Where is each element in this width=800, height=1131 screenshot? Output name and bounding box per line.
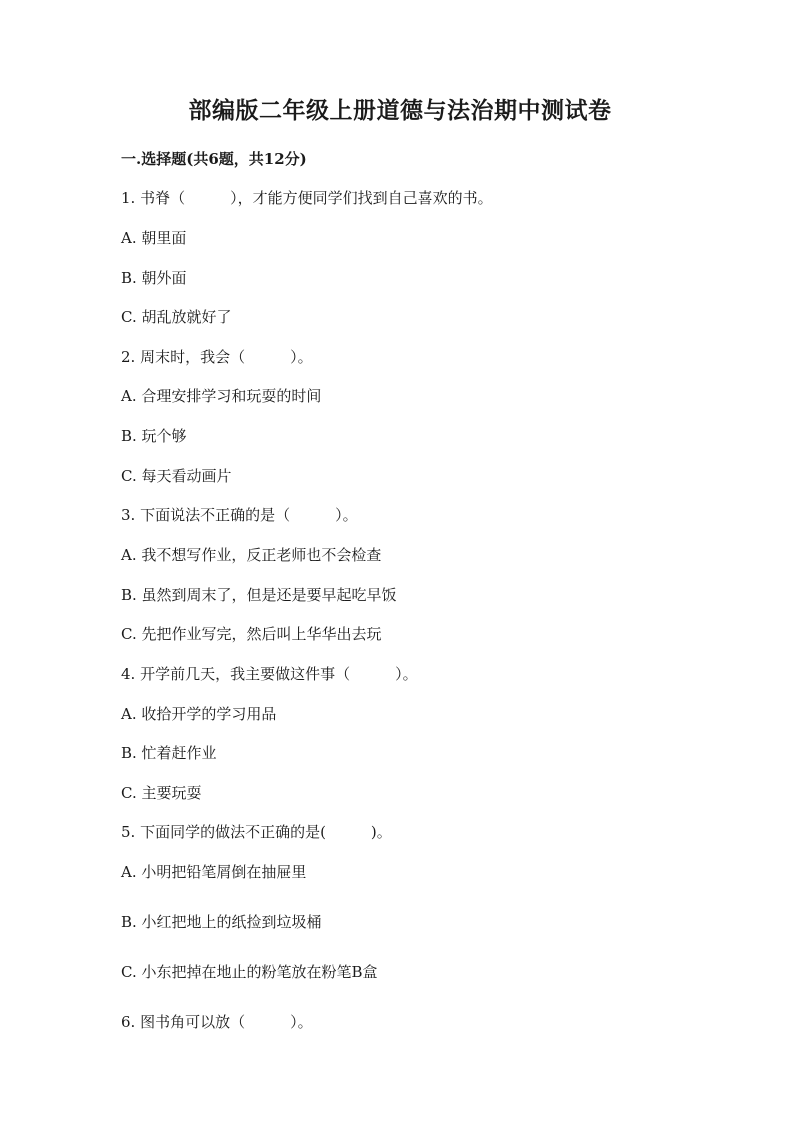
question-5-option-a: A. 小明把铅笔屑倒在抽屉里 <box>121 863 307 881</box>
question-stem-1: 1. 书脊（ ），才能方便同学们找到自己喜欢的书。 <box>121 189 493 207</box>
question-stem-3: 3. 下面说法不正确的是（ ）。 <box>121 506 358 524</box>
section-heading: 一.选择题(共6题，共12分) <box>121 150 307 168</box>
question-2-option-b: B. 玩个够 <box>121 427 187 445</box>
question-1-option-c: C. 胡乱放就好了 <box>121 308 232 326</box>
question-4-option-c: C. 主要玩耍 <box>121 784 202 802</box>
question-stem-5: 5. 下面同学的做法不正确的是( )。 <box>121 823 392 841</box>
page-title: 部编版二年级上册道德与法治期中测试卷 <box>188 97 612 124</box>
question-4-option-b: B. 忙着赶作业 <box>121 744 217 762</box>
question-stem-6: 6. 图书角可以放（ ）。 <box>121 1013 313 1031</box>
question-1-option-b: B. 朝外面 <box>121 269 187 287</box>
question-5-option-b: B. 小红把地上的纸捡到垃圾桶 <box>121 913 322 931</box>
question-2-option-c: C. 每天看动画片 <box>121 467 232 485</box>
question-3-option-c: C. 先把作业写完，然后叫上华华出去玩 <box>121 625 382 643</box>
question-5-option-c: C. 小东把掉在地止的粉笔放在粉笔B盒 <box>121 963 378 981</box>
question-4-option-a: A. 收拾开学的学习用品 <box>121 705 277 723</box>
question-1-option-a: A. 朝里面 <box>121 229 187 247</box>
question-stem-2: 2. 周末时，我会（ ）。 <box>121 348 313 366</box>
question-stem-4: 4. 开学前几天，我主要做这件事（ ）。 <box>121 665 418 683</box>
question-3-option-a: A. 我不想写作业，反正老师也不会检查 <box>121 546 382 564</box>
question-3-option-b: B. 虽然到周末了，但是还是要早起吃早饭 <box>121 586 397 604</box>
question-2-option-a: A. 合理安排学习和玩耍的时间 <box>121 387 322 405</box>
